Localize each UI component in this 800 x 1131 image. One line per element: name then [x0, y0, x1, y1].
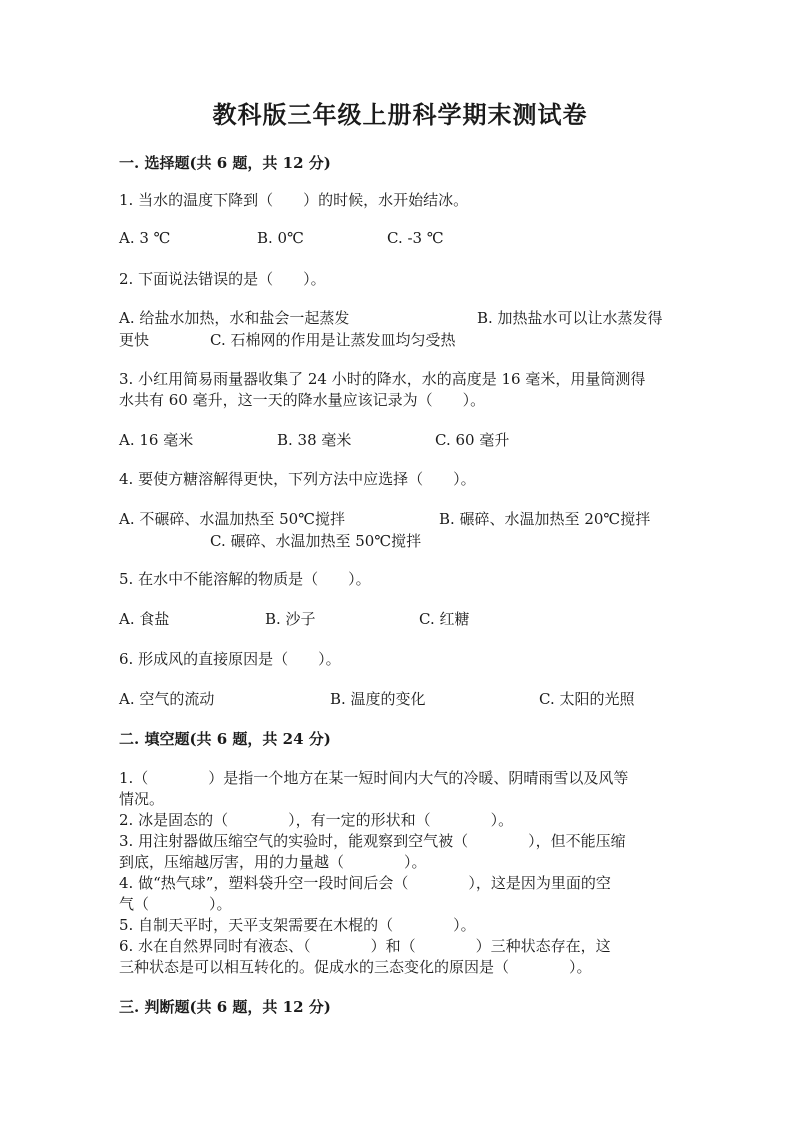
question-2-option-c: C. 石棉网的作用是让蒸发皿均匀受热: [210, 331, 456, 349]
question-1-option-b: B. 0℃: [257, 229, 304, 247]
fill-line: 情况。: [119, 790, 165, 808]
question-4-stem: 4. 要使方糖溶解得更快，下列方法中应选择（ ）。: [119, 470, 476, 488]
question-5-option-c: C. 红糖: [419, 610, 470, 628]
question-2-stem: 2. 下面说法错误的是（ ）。: [119, 270, 326, 288]
section-heading-judge: 三. 判断题(共 6 题，共 12 分): [119, 998, 331, 1016]
question-1-option-a: A. 3 ℃: [119, 229, 171, 247]
question-6-option-b: B. 温度的变化: [330, 690, 426, 708]
question-5-stem: 5. 在水中不能溶解的物质是（ ）。: [119, 570, 371, 588]
fill-line: 4. 做“热气球”，塑料袋升空一段时间后会（ ），这是因为里面的空: [119, 874, 611, 892]
fill-line: 到底，压缩越厉害，用的力量越（ ）。: [119, 853, 427, 871]
question-1-stem: 1. 当水的温度下降到（ ）的时候，水开始结冰。: [119, 191, 469, 209]
section-heading-fill: 二. 填空题(共 6 题，共 24 分): [119, 730, 331, 748]
fill-line: 气（ ）。: [119, 895, 232, 913]
fill-line: 1.（ ）是指一个地方在某一短时间内大气的冷暖、阴晴雨雪以及风等: [119, 769, 629, 787]
fill-line: 6. 水在自然界同时有液态、（ ）和（ ）三种状态存在，这: [119, 937, 611, 955]
question-4-option-a: A. 不碾碎、水温加热至 50℃搅拌: [119, 510, 346, 528]
question-1-option-c: C. -3 ℃: [387, 229, 444, 247]
page-title: 教科版三年级上册科学期末测试卷: [212, 100, 588, 129]
question-6-option-a: A. 空气的流动: [119, 690, 215, 708]
question-2-option-a: A. 给盐水加热，水和盐会一起蒸发: [119, 309, 350, 327]
question-3-stem-line-2: 水共有 60 毫升，这一天的降水量应该记录为（ ）。: [119, 391, 486, 409]
question-6-option-c: C. 太阳的光照: [539, 690, 635, 708]
section-heading-choice: 一. 选择题(共 6 题，共 12 分): [119, 154, 331, 172]
fill-line: 2. 冰是固态的（ ），有一定的形状和（ ）。: [119, 811, 514, 829]
question-6-stem: 6. 形成风的直接原因是（ ）。: [119, 650, 341, 668]
question-5-option-a: A. 食盐: [119, 610, 170, 628]
fill-line: 三种状态是可以相互转化的。促成水的三态变化的原因是（ ）。: [119, 958, 592, 976]
question-5-option-b: B. 沙子: [265, 610, 316, 628]
question-3-option-c: C. 60 毫升: [435, 431, 510, 449]
question-4-option-b: B. 碾碎、水温加热至 20℃搅拌: [439, 510, 651, 528]
question-2-option-b-cont: 更快: [119, 331, 150, 349]
question-3-stem-line-1: 3. 小红用简易雨量器收集了 24 小时的降水，水的高度是 16 毫米，用量筒测得: [119, 370, 646, 388]
question-4-option-c: C. 碾碎、水温加热至 50℃搅拌: [210, 532, 422, 550]
fill-line: 5. 自制天平时，天平支架需要在木棍的（ ）。: [119, 916, 476, 934]
fill-line: 3. 用注射器做压缩空气的实验时，能观察到空气被（ ），但不能压缩: [119, 832, 626, 850]
question-3-option-b: B. 38 毫米: [277, 431, 352, 449]
question-2-option-b: B. 加热盐水可以让水蒸发得: [477, 309, 663, 327]
question-3-option-a: A. 16 毫米: [119, 431, 194, 449]
